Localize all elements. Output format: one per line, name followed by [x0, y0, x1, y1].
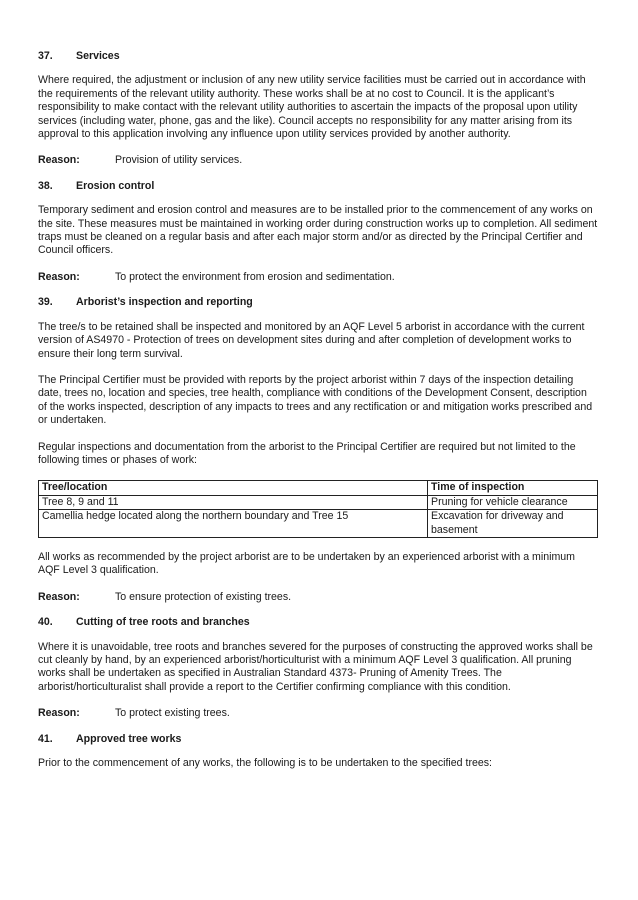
section-paragraph: The Principal Certifier must be provided with reports by the project arborist within 7 days of the inspection detailing date, trees no, location and species, tree health, compliance with conditions of the Development Consent, description of the works inspected, description of any impacts to trees and any rectification or and mitigation works prescribed and or undertaken. [38, 373, 593, 427]
section-title: Erosion control [76, 179, 155, 192]
section-40-heading [38, 616, 598, 629]
table-header-row [39, 481, 598, 495]
reason-line [38, 271, 598, 284]
section-paragraph: Where required, the adjustment or inclusion of any new utility service facilities must be carried out in accordance with the requirements of the relevant utility authority. These works shall be at no cost to Council. It is the applicant’s responsibility to make contact with the relevant utility authorities to ascertain the impacts of the proposal upon utility services (including water, phone, gas and the like). Council accepts no responsibility for any matter arising from its approval to this application involving any influence upon utility services provided by another authority. [38, 74, 586, 141]
table-header-cell: Time of inspection [428, 481, 598, 495]
section-number: 37. [38, 50, 53, 62]
section-paragraph: Prior to the commencement of any works, the following is to be undertaken to the specified trees: [38, 757, 493, 770]
section-number: 40. [38, 616, 53, 629]
section-37-heading [38, 50, 598, 63]
section-number: 39. [38, 296, 53, 309]
section-title: Cutting of tree roots and branches [76, 616, 250, 629]
section-paragraph: All works as recommended by the project arborist are to be undertaken by an experienced arborist with a minimum AQF Level 3 qualification. [38, 550, 576, 577]
section-title: Approved tree works [76, 732, 182, 745]
reason-line [38, 154, 598, 167]
section-paragraph: Temporary sediment and erosion control and measures are to be installed prior to the commencement of any works on the site. These measures must be maintained in working order during construction works up to completion. All sediment traps must be cleaned on a regular basis and after each major storm and/or as directed by the Principal Certifier and Council officers. [38, 204, 598, 257]
inspection-table [38, 480, 598, 538]
reason-text: To ensure protection of existing trees. [115, 590, 292, 603]
section-title: Arborist’s inspection and reporting [76, 296, 253, 309]
section-paragraph: The tree/s to be retained shall be inspected and monitored by an AQF Level 5 arborist in accordance with the current version of AS4970 - Protection of trees on development sites during and after completion of development works to ensure their long term survival. [38, 320, 585, 360]
section-41-heading [38, 733, 598, 746]
section-number: 38. [38, 179, 53, 192]
reason-label: Reason: [38, 270, 80, 283]
reason-line [38, 591, 598, 604]
table-cell: Pruning for vehicle clearance [428, 495, 598, 509]
table-cell: Tree 8, 9 and 11 [39, 495, 428, 509]
section-paragraph: Regular inspections and documentation from the arborist to the Principal Certifier are required but not limited to the following times or phases of work: [38, 440, 576, 466]
reason-label: Reason: [38, 154, 80, 167]
section-title: Services [76, 50, 120, 62]
reason-text: Provision of utility services. [115, 154, 243, 167]
section-39-heading [38, 296, 598, 309]
table-row [39, 510, 598, 538]
section-paragraph: Where it is unavoidable, tree roots and branches severed for the purposes of constructing the approved works shall be cut cleanly by hand, by an experienced arborist/horticulturist with a minimum AQF Level 3 qualification. All pruning works shall be undertaken as specified in Australian Standard 4373- Pruning of Amenity Trees. The arborist/horticulturalist shall provide a report to the Certifier confirming compliance with this condition. [38, 640, 593, 693]
table-header-cell: Tree/location [39, 481, 428, 495]
reason-line [38, 707, 598, 720]
table-cell: Camellia hedge located along the northern boundary and Tree 15 [39, 510, 428, 538]
reason-text: To protect existing trees. [115, 707, 230, 720]
section-38-heading [38, 180, 598, 193]
reason-label: Reason: [38, 707, 80, 720]
reason-label: Reason: [38, 590, 80, 603]
reason-text: To protect the environment from erosion and sedimentation. [115, 270, 395, 283]
table-cell: Excavation for driveway and basement [428, 510, 598, 538]
table-row [39, 495, 598, 509]
section-number: 41. [38, 732, 53, 745]
